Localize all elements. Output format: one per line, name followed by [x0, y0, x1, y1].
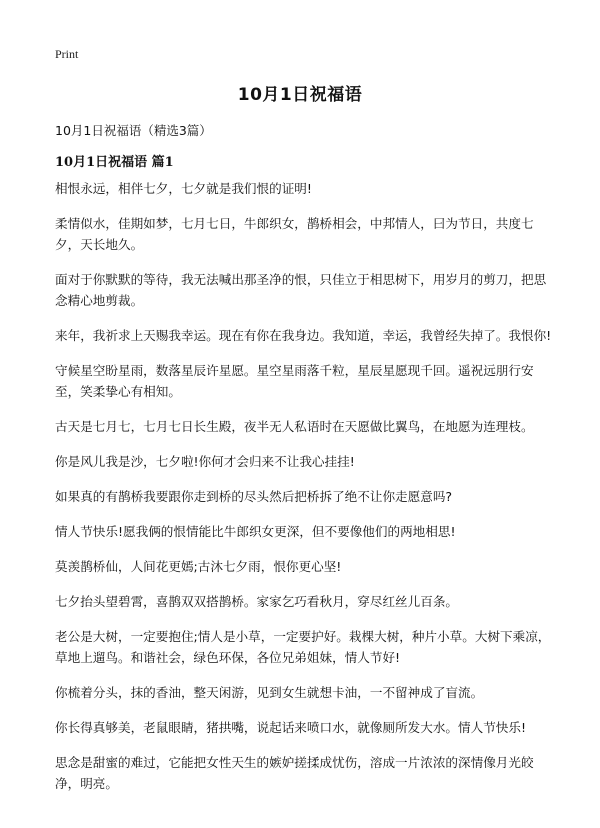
paragraph: 莫羡鹊桥仙，人间花更嫣;古沐七夕雨，恨你更心坚! — [55, 559, 342, 574]
print-link[interactable]: Print — [55, 47, 79, 61]
paragraph: 柔情似水，佳期如梦，七月七日，牛郎织女，鹊桥相会，中邦情人，曰为节日，共度七夕，天长地久。 — [55, 216, 534, 252]
paragraph: 老公是大树，一定要抱住;情人是小草，一定要护好。栽棵大树，种片小草。大树下乘凉，草地上遛鸟。和谐社会，绿色环保，各位兄弟姐妹，情人节好! — [55, 629, 551, 665]
page-title: 10月1日祝福语 — [237, 85, 363, 105]
paragraph-list — [55, 178, 555, 808]
section-heading: 10月1日祝福语 篇1 — [55, 155, 174, 170]
paragraph: 守候星空盼星雨，数落星辰许星愿。星空星雨落千粒，星辰星愿现千回。遥祝远朋行安至，笑柔挚心有相知。 — [55, 363, 534, 399]
paragraph: 如果真的有鹊桥我要跟你走到桥的尽头然后把桥拆了绝不让你走愿意吗? — [55, 489, 453, 504]
paragraph: 七夕抬头望碧霄，喜鹊双双搭鹊桥。家家乞巧看秋月，穿尽红丝儿百条。 — [55, 594, 458, 609]
paragraph: 你是风儿我是沙，七夕啦!你何才会归来不让我心挂挂! — [55, 454, 355, 469]
paragraph: 古天是七月七，七月七日长生殿，夜半无人私语时在天愿做比翼鸟，在地愿为连理枝。 — [55, 419, 534, 434]
paragraph: 你梳着分头，抹的香油，整天闲游，见到女生就想卡油，一不留神成了盲流。 — [55, 685, 484, 700]
paragraph: 来年，我祈求上天赐我幸运。现在有你在我身边。我知道，幸运，我曾经失掉了。我恨你! — [55, 328, 552, 343]
paragraph: 思念是甜蜜的难过，它能把女性天生的嫉妒搓揉成忧伤，溶成一片浓浓的深情像月光皎净，明亮。 — [55, 755, 534, 791]
paragraph: 你长得真够美，老鼠眼睛，猪拱嘴，说起话来喷口水，就像厕所发大水。情人节快乐! — [55, 720, 527, 735]
paragraph: 情人节快乐!愿我俩的恨情能比牛郎织女更深，但不要像他们的两地相思! — [55, 524, 456, 539]
document-subtitle: 10月1日祝福语（精选3篇） — [55, 123, 212, 138]
paragraph: 相恨永远，相伴七夕，七夕就是我们恨的证明! — [55, 181, 312, 196]
paragraph: 面对于你默默的等待，我无法喊出那圣净的恨，只佳立于相思树下，用岁月的剪刀，把思念精心地剪裁。 — [55, 272, 547, 308]
